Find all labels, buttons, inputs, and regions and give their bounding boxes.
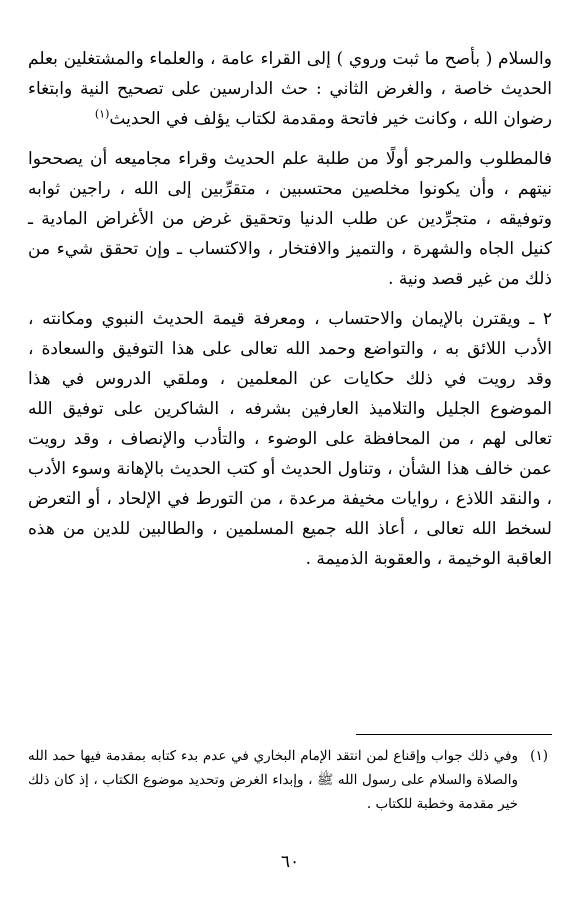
footnote xyxy=(28,744,552,816)
page-number: ٦٠ xyxy=(280,852,300,872)
main-text-block xyxy=(28,44,552,574)
footnote-reference: (١) xyxy=(94,107,110,121)
paragraph-1 xyxy=(28,44,552,134)
footnote-separator xyxy=(356,734,552,735)
footnote-text: وفي ذلك جواب وإقناع لمن انتقد الإمام البخاري في عدم بدء كتابه بمقدمة فيها حمد الله والصلاة والسلام على رسول الله ﷺ ، وإبداء الغرض وتحديد موضوع الكتاب ، إذ كان ذلك خير مقدمة وخطبة للكتاب . xyxy=(28,748,518,812)
paragraph-1-text: والسلام ( بأصح ما ثبت وروي ) إلى القراء عامة ، والعلماء والمشتغلين بعلم الحديث خاصة ، والغرض الثاني : حث الدارسين على تصحيح النية وابتغاء رضوان الله ، وكانت خير فاتحة ومقدمة لكتاب يؤلف في الحديث xyxy=(28,49,552,129)
footnote-marker: (١) xyxy=(530,748,548,764)
paragraph-2: فالمطلوب والمرجو أولًا من طلبة علم الحديث وقراء مجاميعه أن يصححوا نيتهم ، وأن يكونوا مخلصين محتسبين ، متقرِّبين إلى الله ، راجين ثوابه وتوفيقه ، متجرِّدين عن طلب الدنيا وتحقيق غرض من الأغراض المادية ـ كنيل الجاه والشهرة ، والتميز والافتخار ، والاكتساب ـ وإن تحقق شيء من ذلك من غير قصد ونية . xyxy=(28,149,552,289)
paragraph-3: ٢ ـ ويقترن بالإيمان والاحتساب ، ومعرفة قيمة الحديث النبوي ومكانته ، الأدب اللائق به ، والتواضع وحمد الله تعالى على هذا التوفيق والسعادة ، وقد رويت في ذلك حكايات عن المعلمين ، وملقي الدروس في هذا الموضوع الجليل والتلاميذ العارفين بشرفه ، الشاكرين على توفيق الله تعالى لهم ، من المحافظة على الوضوء ، والتأدب والإنصاف ، وقد رويت عمن خالف هذا الشأن ، وتناول الحديث أو كتب الحديث بالإهانة وسوء الأدب ، والنقد اللاذع ، روايات مخيفة مرعدة ، من التورط في الإلحاد ، أو التعرض لسخط الله تعالى ، أعاذ الله جميع المسلمين ، والطالبين للدين من هذه العاقبة الوخيمة ، والعقوبة الذميمة . xyxy=(28,309,552,569)
